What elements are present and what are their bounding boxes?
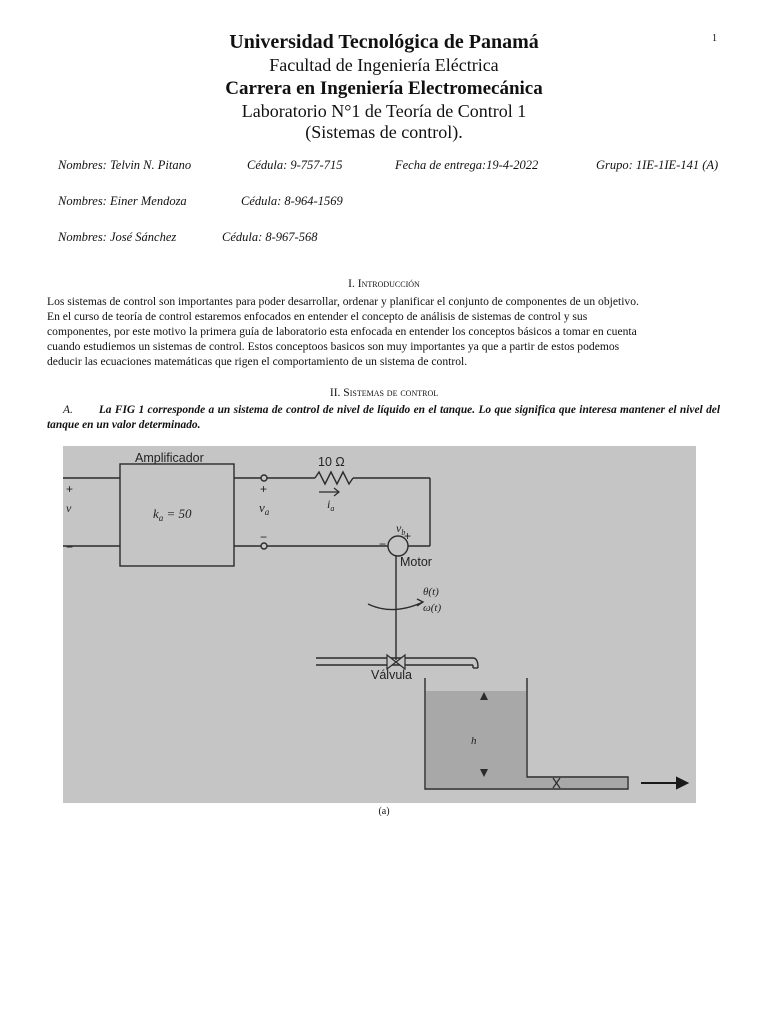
author-name: Nombres: Telvin N. Pitano	[58, 158, 192, 172]
system-diagram	[63, 446, 696, 803]
resistor	[315, 472, 353, 484]
section-heading-control-systems	[0, 387, 768, 399]
paragraph-line: En el curso de teoría de control estaremos enfocados en entender el concepto de análisis de sistemas de control y sus	[47, 310, 588, 323]
paragraph-line: deducir las ecuaciones matemáticas que rigen el comportamiento de un sistema de control.	[47, 355, 468, 368]
page-number: 1	[712, 33, 717, 44]
section-title-rest: istemas de control	[349, 387, 439, 399]
author-name: Nombres: José Sánchez	[58, 230, 177, 244]
output-plus: +	[260, 482, 268, 496]
section-number: I.	[348, 278, 355, 290]
lab-title: Laboratorio N°1 de Teoría de Control 1	[241, 101, 527, 121]
angle-label: θ(t)	[423, 586, 439, 598]
amplifier-label: Amplificador	[135, 451, 204, 465]
topic-title: (Sistemas de control).	[305, 122, 463, 142]
output-voltage-label: $v_a$	[259, 500, 270, 517]
submission-date: Fecha de entrega:19-4-2022	[395, 158, 539, 172]
paragraph-line: Los sistemas de control son importantes para poder desarrollar, ordenar y planificar el conjunto de componentes de un objetivo.	[47, 295, 639, 308]
paragraph-line: componentes, por este motivo la primera guía de laboratorio esta enfocada en entender los conceptos básicos a tomar en cuenta	[47, 325, 637, 338]
speed-label: ω(t)	[423, 602, 442, 614]
career-title: Carrera en Ingeniería Electromecánica	[225, 78, 543, 99]
figure-caption: (a)	[378, 806, 390, 817]
output-minus: −	[260, 530, 268, 544]
author-id: Cédula: 8-964-1569	[241, 194, 343, 208]
valve-label: Válvula	[371, 668, 412, 682]
figure-liquid-level-system	[63, 446, 696, 803]
group-id: Grupo: 1IE-1IE-141 (A)	[596, 158, 719, 172]
section-number: II.	[329, 387, 341, 399]
author-id: Cédula: 9-757-715	[247, 158, 343, 172]
current-label: $i_a$	[327, 497, 335, 513]
height-label: h	[471, 735, 477, 747]
outflow-arrow-icon	[641, 778, 687, 788]
introduction-paragraph	[47, 294, 727, 369]
author-id: Cédula: 8-967-568	[222, 230, 318, 244]
faculty-title: Facultad de Ingeniería Eléctrica	[269, 55, 499, 75]
motor-minus: −	[379, 537, 387, 551]
input-plus: +	[66, 482, 74, 496]
section-heading-introduction	[0, 278, 768, 290]
motor-plus: +	[404, 529, 412, 543]
author-name: Nombres: Einer Mendoza	[58, 194, 187, 208]
section-title-initial: I	[357, 278, 362, 290]
input-voltage-label: v	[66, 501, 72, 515]
outlet-liquid	[526, 778, 627, 788]
input-minus: −	[66, 540, 74, 554]
resistor-label: 10 Ω	[318, 455, 345, 469]
university-title: Universidad Tecnológica de Panamá	[229, 31, 539, 53]
terminal	[261, 475, 267, 481]
section-title-rest: ntroducción	[361, 278, 420, 290]
amplifier-gain: $k_a = 50$	[153, 506, 192, 523]
current-arrow	[319, 488, 339, 496]
subsection-text: La FIG 1 corresponde a un sistema de control de nivel de líquido en el tanque. Lo que significa que interesa mantener el nivel del tanque en un valor determinado.	[47, 404, 720, 431]
motor-label: Motor	[400, 555, 432, 569]
motor-voltage-label: $v_b$	[396, 521, 406, 537]
section-title-initial: S	[343, 387, 350, 399]
subsection-label: A.	[63, 404, 73, 416]
subsection-a	[47, 403, 720, 433]
paragraph-line: cuando estudiemos un sistemas de control. Estos conceptoos basicos son muy importantes ya que a partir de estos podemos	[47, 340, 620, 353]
